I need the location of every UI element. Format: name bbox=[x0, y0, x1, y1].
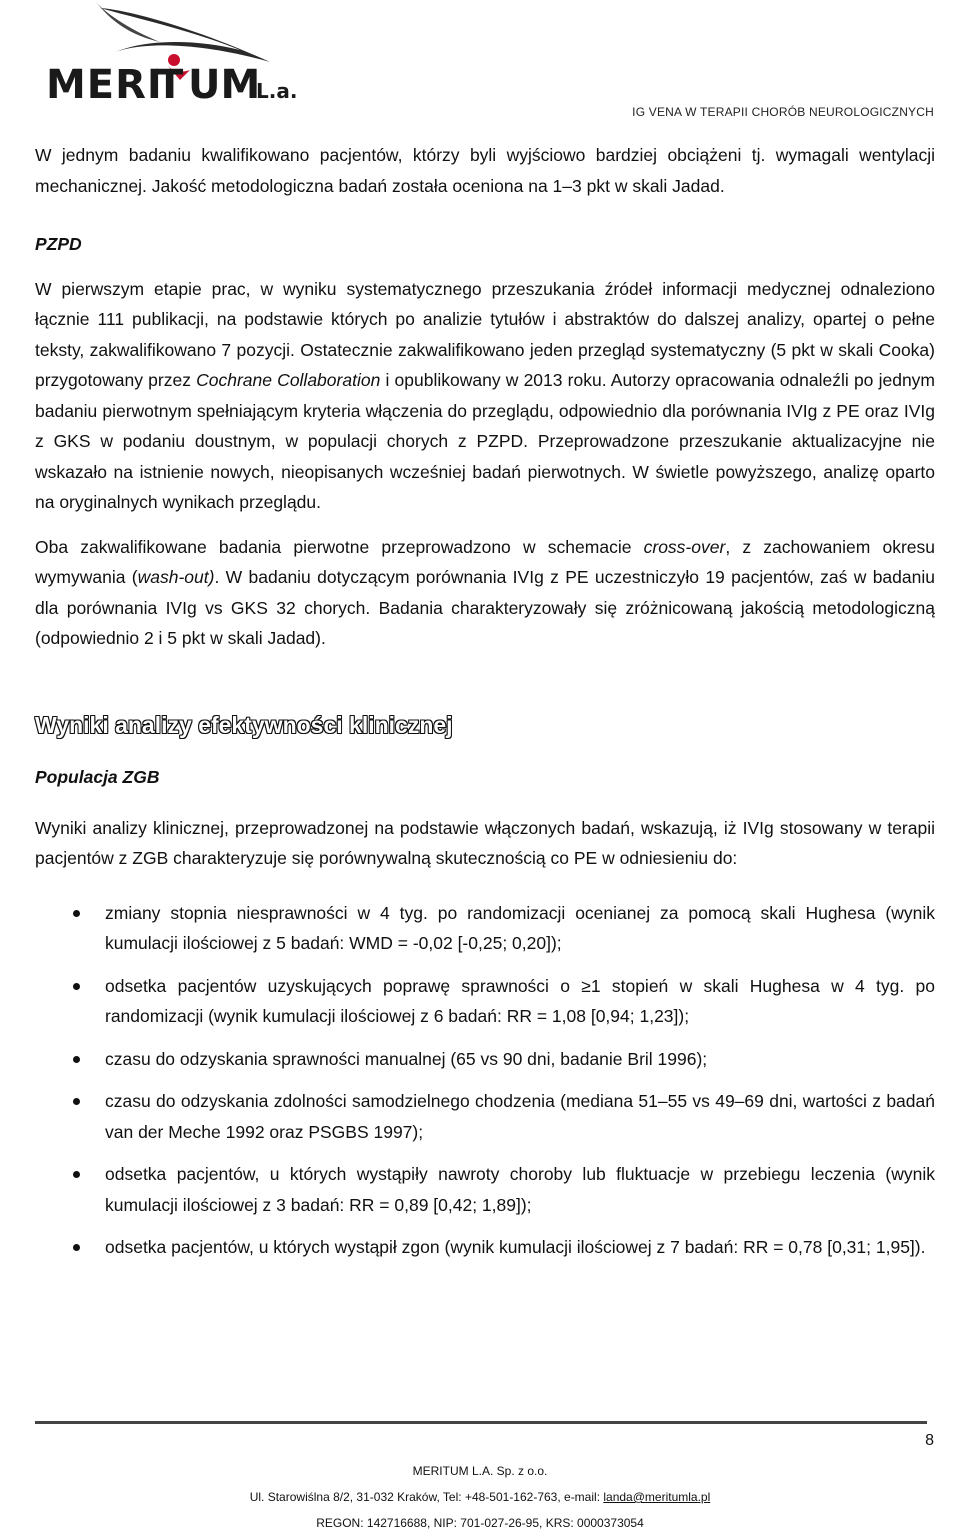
bullet-icon bbox=[73, 983, 80, 990]
list-item bbox=[35, 1044, 935, 1075]
paragraph-studies bbox=[35, 532, 935, 654]
list-item bbox=[35, 898, 935, 959]
footer-registry: REGON: 142716688, NIP: 701-027-26-95, KRS: 0000373054 bbox=[316, 1516, 644, 1530]
paragraph-pzpd bbox=[35, 274, 935, 518]
paragraph-results: Wyniki analizy klinicznej, przeprowadzonej na podstawie włączonych badań, wskazują, iż IVIg stosowany w terapii pacjentów z ZGB charakteryzuje się porównywalną skutecznością co PE w odniesieniu do: bbox=[35, 817, 935, 868]
footer-address bbox=[0, 1484, 960, 1510]
paragraph-studies-italic1: cross-over bbox=[643, 536, 726, 557]
paragraph-studies-italic2: wash-out) bbox=[137, 567, 215, 587]
list-item-text: odsetka pacjentów uzyskujących poprawę sprawności o ≥1 stopień w skali Hughesa w 4 tyg. po randomizacji (wynik kumulacji ilościowej z 6 badań: RR = 1,08 [0,94; 1,23]); bbox=[105, 975, 935, 1026]
company-logo bbox=[40, 0, 310, 112]
footer bbox=[0, 1458, 960, 1536]
footer-company: MERITUM L.A. Sp. z o.o. bbox=[412, 1464, 548, 1478]
svg-text:L.a.: L.a. bbox=[256, 79, 298, 103]
subheading-pzpd: PZPD bbox=[35, 234, 82, 254]
footer-divider bbox=[35, 1421, 927, 1424]
paragraph-pzpd-part2: i opublikowany w 2013 roku. Autorzy opracowania odnaleźli po jednym badaniu pierwotnym spełniającym kryteria włączenia do przeglądu, odpowiednio dla porównania IVIg z PE oraz IVIg z GKS w podaniu doustnym, w populacji chorych z PZPD. Przeprowadzone przeszukanie aktualizacyjne nie wskazało na istnienie nowych, nieopisanych wcześniej badań pierwotnych. W świetle powyższego, analizę oparto na oryginalnych wynikach przeglądu. bbox=[35, 370, 936, 512]
paragraph-studies-part2: , z zachowaniem okresu wymywania ( bbox=[35, 536, 935, 587]
bullet-icon bbox=[73, 910, 80, 917]
paragraph-studies-part1: Oba zakwalifikowane badania pierwotne przeprowadzono w schemacie bbox=[35, 536, 644, 557]
footer-address-text: Ul. Starowiślna 8/2, 31-032 Kraków, Tel: +48-501-162-763, e-mail: bbox=[249, 1490, 604, 1504]
svg-text:MERI: MERI bbox=[46, 62, 163, 108]
list-item bbox=[35, 971, 935, 1032]
paragraph-studies-part3: . W badaniu dotyczącym porównania IVIg z PE uczestniczyło 19 pacjentów, zaś w badaniu dla porównania IVIg vs GKS 32 chorych. Badania charakteryzowały się zróżnicowaną jakością metodologiczną (odpowiednio 2 i 5 pkt w skali Jadad). bbox=[35, 567, 935, 648]
bullet-icon bbox=[73, 1171, 80, 1178]
list-item-text: czasu do odzyskania sprawności manualnej (65 vs 90 dni, badanie Bril 1996); bbox=[105, 1048, 708, 1069]
paragraph-intro: W jednym badaniu kwalifikowano pacjentów, którzy byli wyjściowo bardziej obciążeni tj. wymagali wentylacji mechanicznej. Jakość metodologiczna badań została oceniona na 1–3 pkt w skali Jadad. bbox=[35, 145, 935, 196]
page-number: 8 bbox=[925, 1432, 934, 1449]
list-item-text: odsetka pacjentów, u których wystąpiły nawroty choroby lub fluktuacje w przebiegu leczenia (wynik kumulacji ilościowej z 3 badań: RR = 0,89 [0,42; 1,89]); bbox=[105, 1164, 935, 1215]
bullet-icon bbox=[73, 1098, 80, 1105]
svg-text:UM: UM bbox=[188, 62, 261, 108]
bullet-icon bbox=[73, 1056, 80, 1063]
footer-email-link[interactable]: landa@meritumla.pl bbox=[603, 1490, 711, 1504]
paragraph-pzpd-part1: W pierwszym etapie prac, w wyniku systematycznego przeszukania źródeł informacji medycznej odnaleziono łącznie 111 publikacji, na podstawie których po analizie tytułów i abstraktów do dalszej analizy, opartej o pełne teksty, zakwalifikowano 7 pozycji. Ostatecznie zakwalifikowano jeden przegląd systematyczny (5 pkt w skali Cooka) przygotowany przez bbox=[35, 278, 935, 390]
section-heading: Wyniki analizy efektywności klinicznej bbox=[35, 711, 453, 738]
svg-text:T: T bbox=[156, 62, 184, 108]
document-body bbox=[35, 140, 935, 1275]
paragraph-pzpd-italic: Cochrane Collaboration bbox=[196, 370, 381, 390]
list-item bbox=[35, 1159, 935, 1220]
header-title: IG VENA W TERAPII CHORÓB NEUROLOGICZNYCH bbox=[632, 105, 934, 119]
list-item-text: zmiany stopnia niesprawności w 4 tyg. po randomizacji ocenianej za pomocą skali Hughesa (wynik kumulacji ilościowej z 5 badań: WMD = -0,02 [-0,25; 0,20]); bbox=[105, 902, 935, 953]
list-item-text: czasu do odzyskania zdolności samodzielnego chodzenia (mediana 51–55 vs 49–69 dni, wartości z badań van der Meche 1992 oraz PSGBS 1997); bbox=[105, 1091, 935, 1142]
subheading-zgb: Populacja ZGB bbox=[35, 767, 160, 787]
bullet-icon bbox=[73, 1244, 80, 1251]
list-item bbox=[35, 1086, 935, 1147]
list-item-text: odsetka pacjentów, u których wystąpił zgon (wynik kumulacji ilościowej z 7 badań: RR = 0,78 [0,31; 1,95]). bbox=[105, 1237, 926, 1257]
list-item bbox=[35, 1232, 935, 1263]
results-list bbox=[35, 898, 935, 1263]
meritum-logo-icon bbox=[40, 0, 310, 112]
